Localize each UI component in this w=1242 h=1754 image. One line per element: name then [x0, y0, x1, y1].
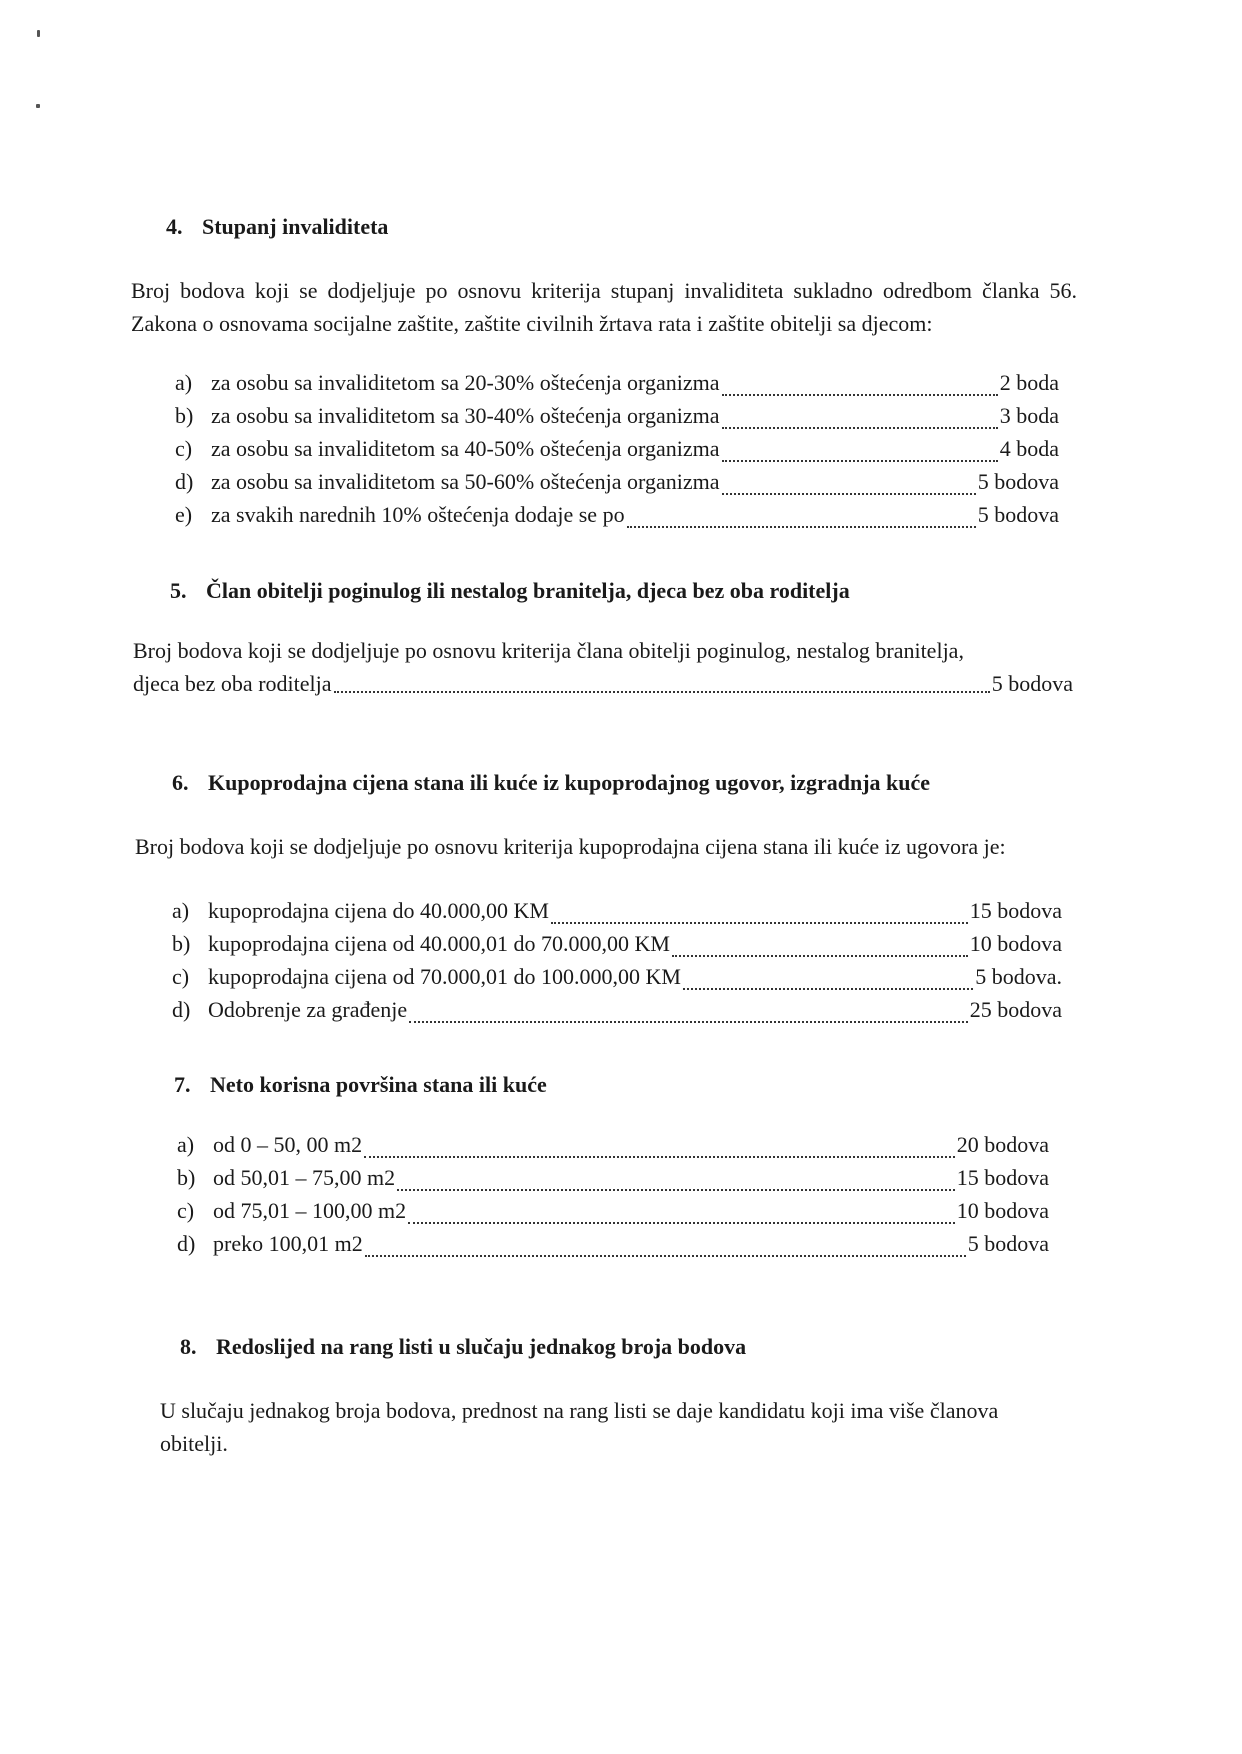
dot-leader — [683, 988, 973, 990]
section-title: Stupanj invaliditeta — [202, 214, 389, 239]
section-8-heading — [180, 1334, 746, 1360]
dot-leader — [627, 526, 976, 528]
scan-speck — [37, 30, 40, 37]
dot-leader — [722, 493, 976, 495]
dot-leader — [409, 1021, 968, 1023]
list-item: b) za osobu sa invaliditetom sa 30-40% oštećenja organizma 3 boda — [175, 403, 1059, 428]
dot-leader — [551, 922, 968, 924]
dot-leader — [364, 1156, 955, 1158]
section-5-points: 5 bodova — [991, 671, 1073, 696]
section-title: Kupoprodajna cijena stana ili kuće iz kupoprodajnog ugovor, izgradnja kuće — [208, 770, 931, 795]
list-item: d) za osobu sa invaliditetom sa 50-60% oštećenja organizma 5 bodova — [175, 469, 1059, 494]
section-5-heading — [170, 578, 850, 604]
section-5-intro — [133, 634, 1073, 700]
section-6-list — [172, 898, 1062, 1030]
section-number: 8. — [180, 1334, 197, 1359]
section-4-list — [175, 370, 1059, 535]
section-4-heading — [166, 214, 388, 240]
dot-leader — [672, 955, 968, 957]
dot-leader — [722, 394, 998, 396]
section-title: Redoslijed na rang listi u slučaju jednakog broja bodova — [216, 1334, 747, 1359]
section-8-intro: U slučaju jednakog broja bodova, prednost na rang listi se daje kandidatu koji ima više članova obitelji. — [160, 1398, 999, 1456]
list-item: c) od 75,01 – 100,00 m2 10 bodova — [177, 1198, 1049, 1223]
list-item: d) Odobrenje za građenje 25 bodova — [172, 997, 1062, 1022]
list-item: c) kupoprodajna cijena od 70.000,01 do 100.000,00 KM 5 bodova. — [172, 964, 1062, 989]
section-title: Neto korisna površina stana ili kuće — [210, 1072, 547, 1097]
section-5-intro-line: Broj bodova koji se dodjeljuje po osnovu kriterija člana obitelji poginulog, nestalog branitelja, — [133, 638, 964, 663]
section-5-leader-line: djeca bez oba roditelja 5 bodova — [133, 667, 1073, 700]
list-item: c) za osobu sa invaliditetom sa 40-50% oštećenja organizma 4 boda — [175, 436, 1059, 461]
list-item: a) za osobu sa invaliditetom sa 20-30% oštećenja organizma 2 boda — [175, 370, 1059, 395]
dot-leader — [397, 1189, 955, 1191]
dot-leader — [408, 1222, 955, 1224]
section-6-heading — [172, 770, 930, 796]
section-number: 6. — [172, 770, 189, 795]
dot-leader — [365, 1255, 966, 1257]
dot-leader — [722, 460, 998, 462]
list-item: a) od 0 – 50, 00 m2 20 bodova — [177, 1132, 1049, 1157]
section-number: 7. — [174, 1072, 191, 1097]
list-item: d) preko 100,01 m2 5 bodova — [177, 1231, 1049, 1256]
dot-leader — [334, 691, 990, 693]
list-item: b) kupoprodajna cijena od 40.000,01 do 70.000,00 KM 10 bodova — [172, 931, 1062, 956]
section-title: Član obitelji poginulog ili nestalog branitelja, djeca bez oba roditelja — [206, 578, 850, 603]
list-item: a) kupoprodajna cijena do 40.000,00 KM 15 bodova — [172, 898, 1062, 923]
section-7-heading — [174, 1072, 547, 1098]
list-item: b) od 50,01 – 75,00 m2 15 bodova — [177, 1165, 1049, 1190]
section-4-intro: Broj bodova koji se dodjeljuje po osnovu kriterija stupanj invaliditeta sukladno odredbom članka 56. Zakona o osnovama socijalne zaštite, zaštite civilnih žrtava rata i zaštite obitelji sa djecom: — [131, 278, 1077, 336]
section-number: 4. — [166, 214, 183, 239]
list-item: e) za svakih narednih 10% oštećenja dodaje se po 5 bodova — [175, 502, 1059, 527]
dot-leader — [722, 427, 998, 429]
section-6-intro: Broj bodova koji se dodjeljuje po osnovu kriterija kupoprodajna cijena stana ili kuće iz ugovora je: — [135, 834, 1006, 859]
scan-speck — [36, 104, 40, 108]
section-7-list — [177, 1132, 1049, 1264]
section-number: 5. — [170, 578, 187, 603]
